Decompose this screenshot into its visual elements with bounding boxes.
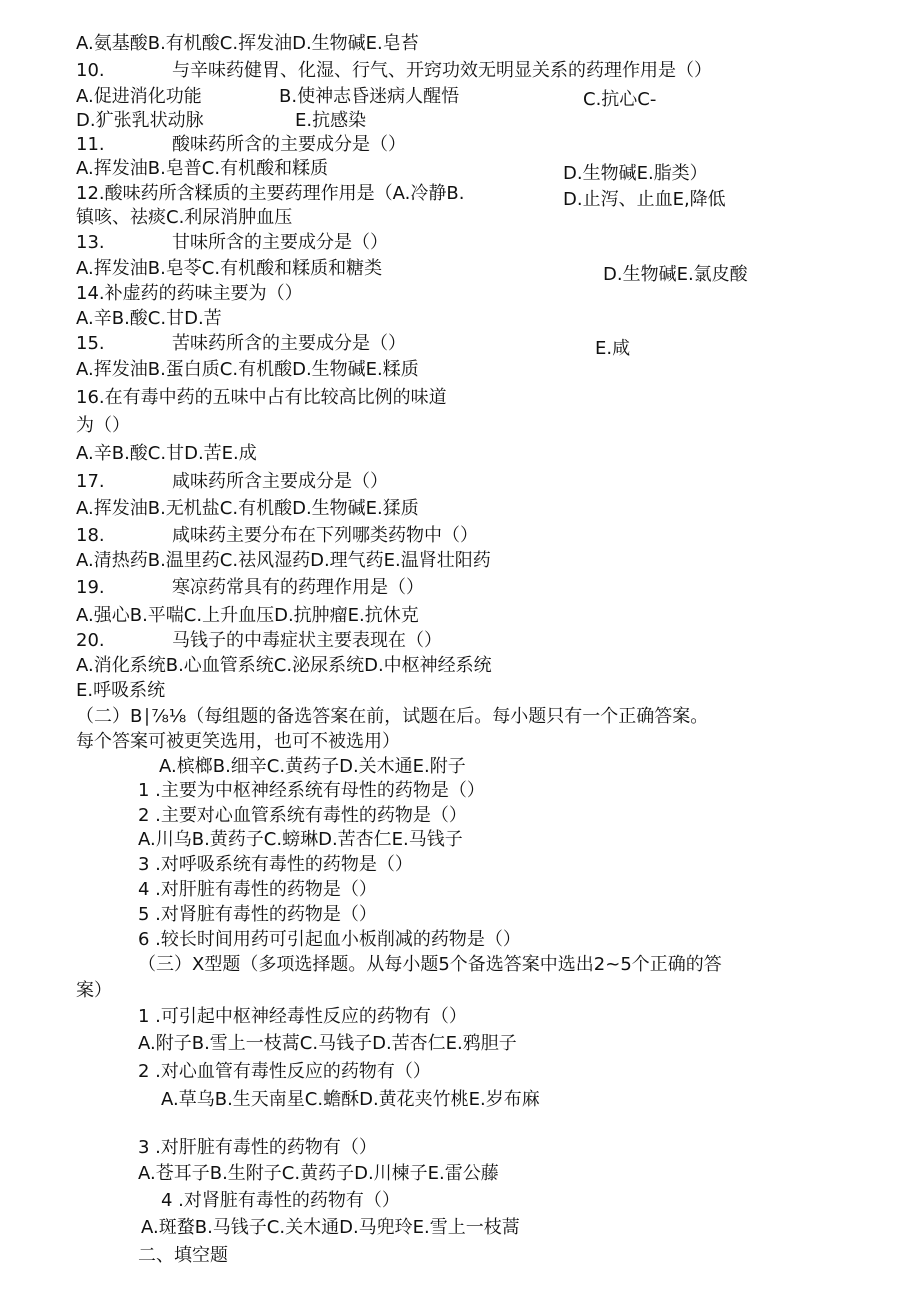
- q19-options: A.强心B.平喘C.上升血压D.抗肿瘤E.抗休克: [76, 605, 419, 626]
- q17-options: A.挥发油B.无机盐C.有机酸D.生物碱E.猱质: [76, 498, 419, 519]
- q12-options: 镇咳、祛痰C.利尿消肿血压: [76, 207, 293, 228]
- q14-stem: 14.补虚药的药味主要为（）: [76, 283, 303, 304]
- q17-stem: 咸味药所含主要成分是（）: [172, 471, 388, 492]
- q9-options: A.氨基酸B.有机酸C.挥发油D.生物碱E.皂苔: [76, 33, 419, 54]
- q18-options: A.清热药B.温里药C.祛风湿药D.理气药E.温肾壮阳药: [76, 550, 491, 571]
- q13-number: 13.: [76, 232, 105, 253]
- section-x-q1: 1 .可引起中枢神经毒性反应的药物有（）: [138, 1006, 467, 1027]
- q16-stem-cont: 为（）: [76, 415, 130, 436]
- q10-option-d: D.犷张乳状动脉: [76, 110, 204, 131]
- q17-number: 17.: [76, 471, 105, 492]
- q14-option-e: E.咸: [595, 338, 631, 359]
- section-x-q3-options: A.苍耳子B.生附子C.黄药子D.川楝子E.雷公藤: [138, 1163, 499, 1184]
- q11-options: A.挥发油B.皂普C.有机酸和糅质: [76, 158, 329, 179]
- q11-number: 11.: [76, 134, 105, 155]
- q19-number: 19.: [76, 577, 105, 598]
- q18-stem: 咸味药主要分布在下列哪类药物中（）: [172, 525, 478, 546]
- section-b-q6: 6 .较长时间用药可引起血小板削减的药物是（）: [138, 929, 521, 950]
- section-x-q2-options: A.草乌B.生天南星C.蟾酥D.黄花夹竹桃E.岁布麻: [161, 1089, 540, 1110]
- section-fill-heading: 二、填空题: [138, 1245, 228, 1266]
- section-x-q1-options: A.附子B.雪上一枝蒿C.马钱子D.苦杏仁E.鸦胆子: [138, 1033, 517, 1054]
- section-b-q3: 3 .对呼吸系统有毒性的药物是（）: [138, 854, 413, 875]
- section-b-q4: 4 .对肝脏有毒性的药物是（）: [138, 879, 377, 900]
- q15-stem: 苦味药所含的主要成分是（）: [172, 333, 406, 354]
- section-x-q4: 4 .对肾脏有毒性的药物有（）: [161, 1190, 400, 1211]
- q12-stem: 12.酸味药所含糅质的主要药理作用是（A.冷静B.: [76, 183, 465, 204]
- q12-options-right: D.止泻、止血E,降低: [563, 189, 726, 210]
- q10-option-b: B.使神志昏迷病人醒悟: [279, 86, 460, 107]
- q10-number: 10.: [76, 60, 105, 81]
- q14-options: A.辛B.酸C.甘D.苦: [76, 308, 222, 329]
- section-x-q4-options: A.斑蝥B.马钱子C.关木通D.马兜玲E.雪上一枝蒿: [141, 1217, 520, 1238]
- q16-options: A.辛B.酸C.甘D.苦E.成: [76, 443, 257, 464]
- q11-stem: 酸味药所含的主要成分是（）: [172, 134, 406, 155]
- section-b-heading-cont: 每个答案可被更笑选用，也可不被选用）: [76, 731, 400, 752]
- section-b-q5: 5 .对肾脏有毒性的药物是（）: [138, 904, 377, 925]
- q20-options: A.消化系统B.心血管系统C.泌尿系统D.中枢神经系统: [76, 655, 492, 676]
- section-b-group2-options: A.川乌B.黄药子C.螃琳D.苦杏仁E.马钱子: [138, 829, 463, 850]
- q10-option-a: A.促进消化功能: [76, 86, 202, 107]
- section-b-q2: 2 .主要对心血管系统有毒性的药物是（）: [138, 805, 467, 826]
- section-b-q1: 1 .主要为中枢神经系统有母性的药物是（）: [138, 780, 485, 801]
- section-x-q3: 3 .对肝脏有毒性的药物有（）: [138, 1137, 377, 1158]
- q19-stem: 寒凉药常具有的药理作用是（）: [172, 577, 424, 598]
- section-x-heading-cont: 案）: [76, 980, 112, 1001]
- q20-stem: 马钱子的中毒症状主要表现在（）: [172, 630, 442, 651]
- q18-number: 18.: [76, 525, 105, 546]
- q13-options-right: D.生物碱E.氯皮酸: [603, 264, 748, 285]
- q20-option-e: E.呼吸系统: [76, 680, 166, 701]
- q10-option-c: C.抗心C-: [583, 89, 657, 110]
- q16-stem: 16.在有毒中药的五味中占有比较高比例的味道: [76, 387, 447, 408]
- q11-options-right: D.生物碱E.脂类）: [563, 163, 708, 184]
- q15-number: 15.: [76, 333, 105, 354]
- q13-stem: 甘味所含的主要成分是（）: [172, 232, 388, 253]
- section-b-group1-options: A.槟榔B.细辛C.黄药子D.关木通E.附子: [159, 756, 466, 777]
- q15-options: A.挥发油B.蛋白质C.有机酸D.生物碱E.糅质: [76, 359, 419, 380]
- q13-options: A.挥发油B.皂苓C.有机酸和糅质和糖类: [76, 258, 383, 279]
- q20-number: 20.: [76, 630, 105, 651]
- section-x-q2: 2 .对心血管有毒性反应的药物有（）: [138, 1061, 431, 1082]
- section-x-heading: （三）X型题（多项选择题。从每小题5个备选答案中选出2~5个正确的答: [138, 954, 722, 975]
- q10-option-e: E.抗感染: [295, 110, 367, 131]
- q10-stem: 与辛味药健胃、化湿、行气、开窍功效无明显关系的药理作用是（）: [172, 60, 712, 81]
- section-b-heading: （二）B∣⅞⅛（每组题的备选答案在前，试题在后。每小题只有一个正确答案。: [76, 706, 709, 727]
